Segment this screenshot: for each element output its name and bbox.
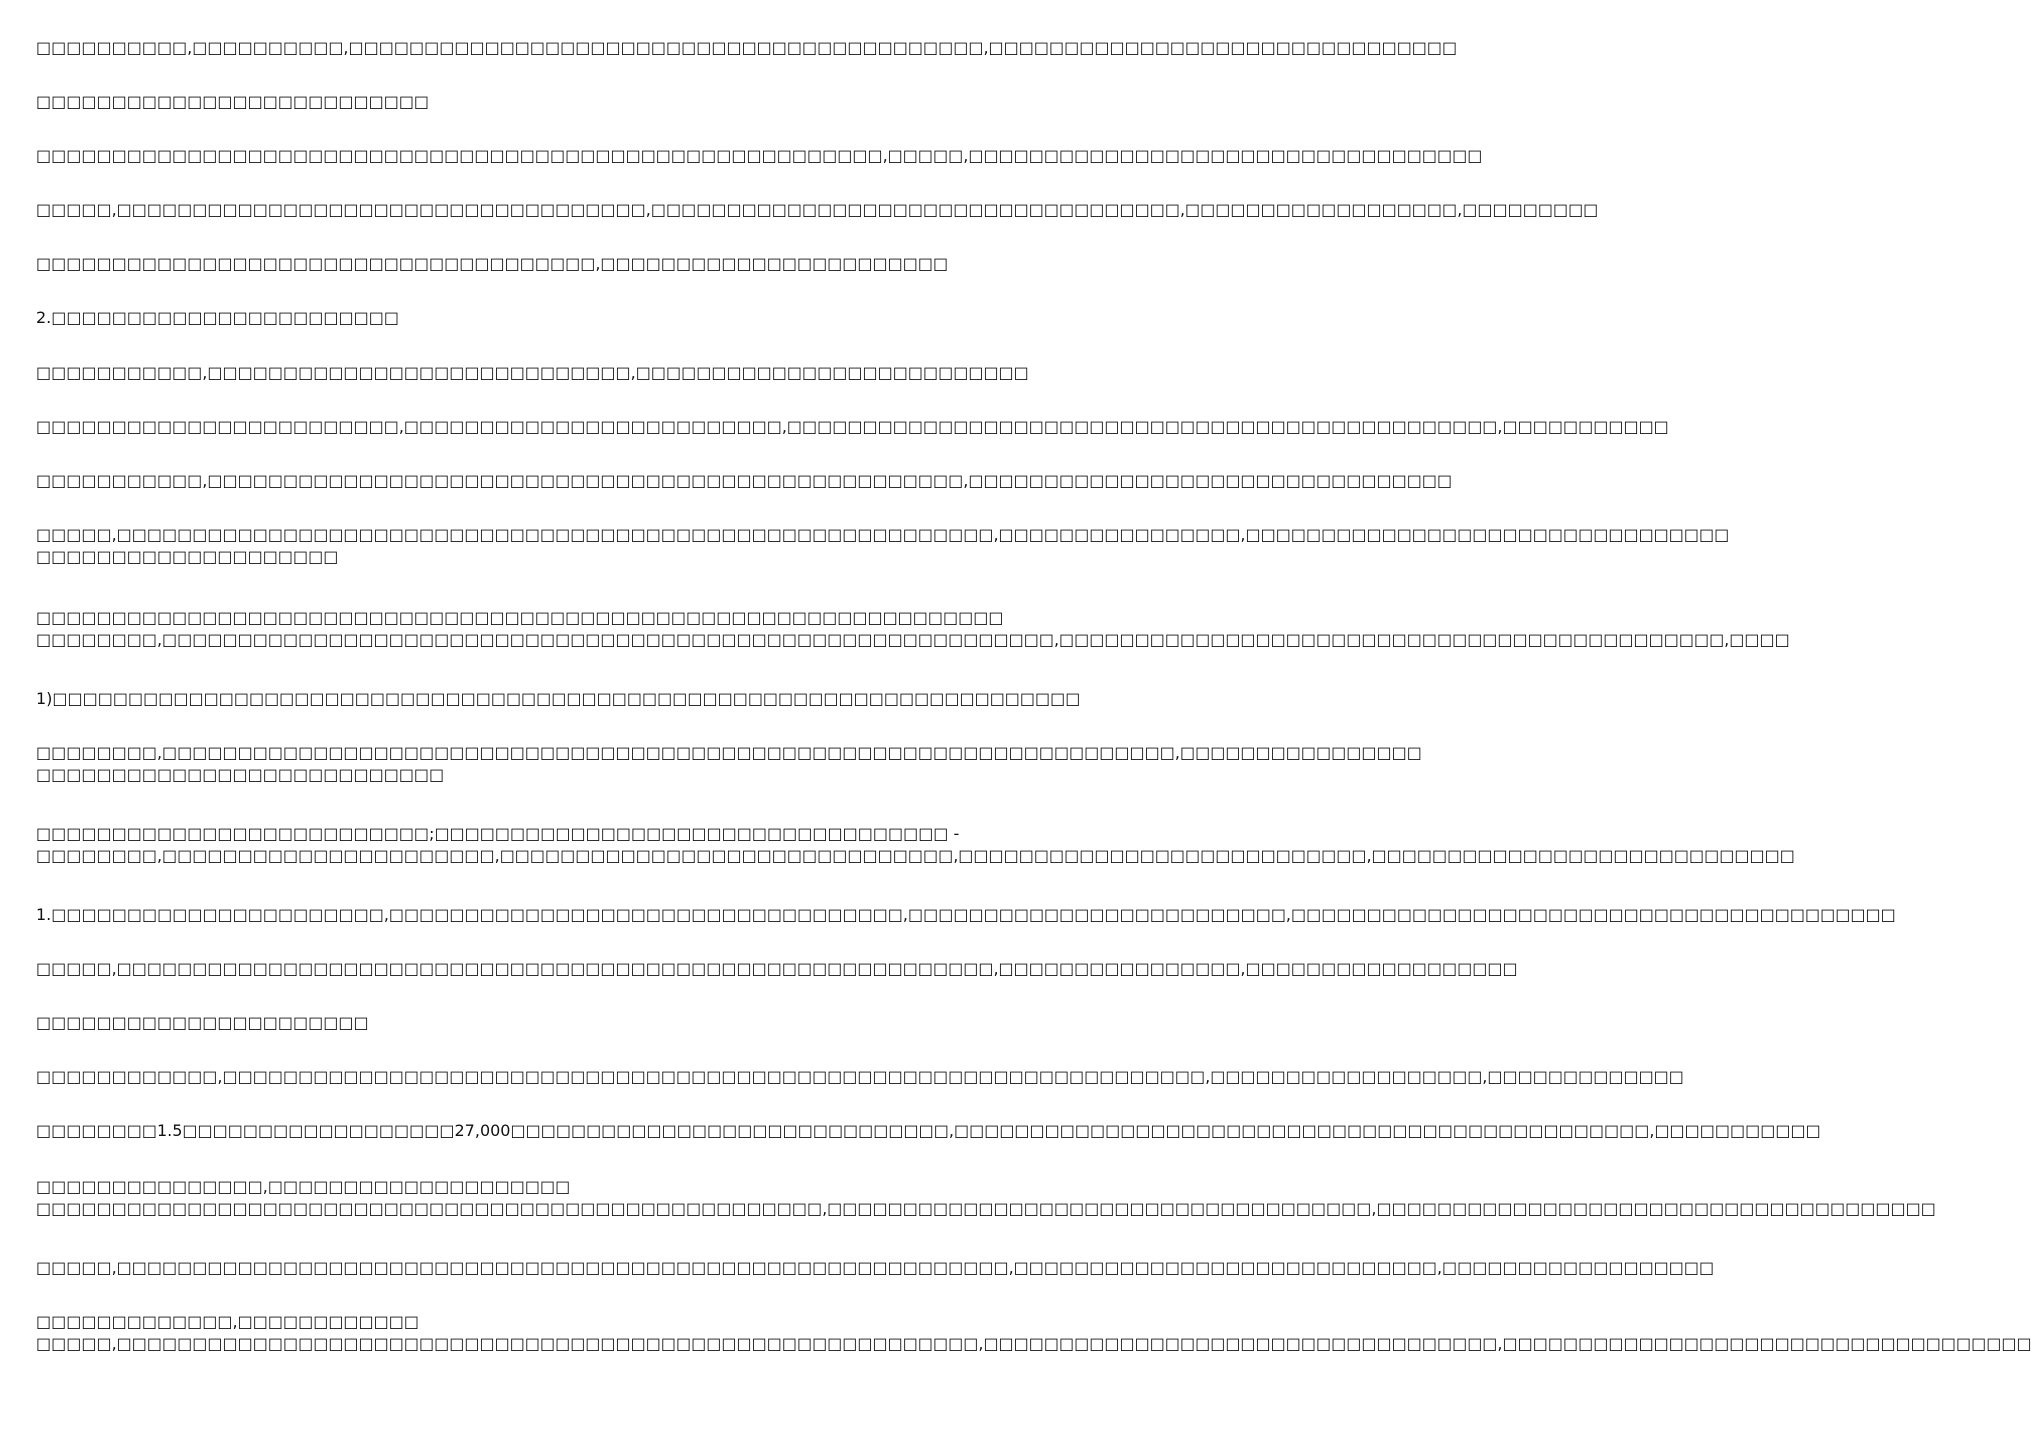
numbered-item-1 xyxy=(36,904,1896,926)
text-line: □□□□□□□□□□□□□,□□□□□□□□□□□□ xyxy=(36,1312,420,1331)
paragraph-1 xyxy=(36,37,1458,59)
text-line: □□□□□□□□□□□,□□□□□□□□□□□□□□□□□□□□□□□□□□□□,□□□□□□□□□□□□□□□□□□□□□□□□□□ xyxy=(36,363,1029,382)
text-line: □□□□□,□□□□□□□□□□□□□□□□□□□□□□□□□□□□□□□□□□□□□□□□□□□□□□□□□□□□□□□□□□□,□□□□□□□□□□□□□□□□□□□□□□□□□□□□,□□□□□□□□□□□□□□□□□□ xyxy=(36,1258,1715,1277)
text-line: □□□□□□□□□□□□□□□,□□□□□□□□□□□□□□□□□□□□ xyxy=(36,1177,571,1196)
text-line: □□□□□□□□□□□□□□□□□□□□ xyxy=(36,547,339,566)
text-line: □□□□□□□□□□□□□□□□□□□□□□□□□□□□□□□□□□□□□□□□□□□□□□□□□□□□□□□□,□□□□□,□□□□□□□□□□□□□□□□□□□□□□□□□□□□□□□□□□ xyxy=(36,146,1483,165)
paragraph-11 xyxy=(36,607,1790,651)
paragraph-10 xyxy=(36,524,1730,568)
list-item-1 xyxy=(36,688,1081,710)
text-line: □□□□□□□□□□□□□□□□□□□□□□□□□□ xyxy=(36,92,430,111)
section-heading-2 xyxy=(36,307,990,329)
paragraph-2 xyxy=(36,91,990,113)
paragraph-21 xyxy=(36,1257,1715,1279)
paragraph-18 xyxy=(36,1066,1684,1088)
text-line: □□□□□,□□□□□□□□□□□□□□□□□□□□□□□□□□□□□□□□□□□,□□□□□□□□□□□□□□□□□□□□□□□□□□□□□□□□□□□,□□□□□□□□□□□□□□□□□□,□□□□□□□□□ xyxy=(36,200,1599,219)
text-line: □□□□□□□□□□□□□□□□□□□□□□ xyxy=(36,1013,369,1032)
text-line: □□□□□□□□□□□□□□□□□□□□□□□□,□□□□□□□□□□□□□□□□□□□□□□□□□,□□□□□□□□□□□□□□□□□□□□□□□□□□□□□□□□□□□□□□□□□□□□□□□,□□□□□□□□□□□ xyxy=(36,417,1669,436)
text-line: □□□□□□□□1.5□□□□□□□□□□□□□□□□□□27,000□□□□□□□□□□□□□□□□□□□□□□□□□□□□□,□□□□□□□□□□□□□□□□□□□□□□□□□□□□□□□□□□□□□□□□□□□□□□,□□□□□□□□□□□ xyxy=(36,1121,1821,1140)
document-page xyxy=(36,0,2032,1449)
paragraph-17 xyxy=(36,1012,990,1034)
paragraph-7 xyxy=(36,362,1029,384)
text-line: 1.□□□□□□□□□□□□□□□□□□□□□□,□□□□□□□□□□□□□□□□□□□□□□□□□□□□□□□□□□,□□□□□□□□□□□□□□□□□□□□□□□□□,□□□□□□□□□□□□□□□□□□□□□□□□□□□□□□□□□□□□□□□□ xyxy=(36,905,1896,924)
paragraph-5 xyxy=(36,253,990,275)
paragraph-4 xyxy=(36,199,1599,221)
paragraph-22 xyxy=(36,1311,2032,1355)
text-line: □□□□□□□□,□□□□□□□□□□□□□□□□□□□□□□□□□□□□□□□□□□□□□□□□□□□□□□□□□□□□□□□□□□□□□□□□□□□,□□□□□□□□□□□□□□□□ xyxy=(36,743,1422,762)
text-line: □□□□□□□□□□□□□□□□□□□□□□□□□□□□□□□□□□□□□□□□□□□□□□□□□□□□,□□□□□□□□□□□□□□□□□□□□□□□□□□□□□□□□□□□□,□□□□□□□□□□□□□□□□□□□□□□□□□□□□□□□□□□□□□ xyxy=(36,1199,1936,1218)
text-line: □□□□□□□□□□□□,□□□□□□□□□□□□□□□□□□□□□□□□□□□□□□□□□□□□□□□□□□□□□□□□□□□□□□□□□□□□□□□□□,□□□□□□□□□□□□□□□□□□,□□□□□□□□□□□□□ xyxy=(36,1067,1684,1086)
text-line: 2.□□□□□□□□□□□□□□□□□□□□□□□ xyxy=(36,308,399,327)
text-line: □□□□□□□□,□□□□□□□□□□□□□□□□□□□□□□□□□□□□□□□□□□□□□□□□□□□□□□□□□□□□□□□□□□□,□□□□□□□□□□□□□□□□□□□□□□□□□□□□□□□□□□□□□□□□□□□□,□□□□ xyxy=(36,630,1790,649)
text-line: □□□□□,□□□□□□□□□□□□□□□□□□□□□□□□□□□□□□□□□□□□□□□□□□□□□□□□□□□□□□□□□□,□□□□□□□□□□□□□□□□,□□□□□□□□□□□□□□□□□□ xyxy=(36,959,1518,978)
text-line: 1)□□□□□□□□□□□□□□□□□□□□□□□□□□□□□□□□□□□□□□□□□□□□□□□□□□□□□□□□□□□□□□□□□□□□ xyxy=(36,689,1081,708)
text-line: □□□□□□□□□□□□□□□□□□□□□□□□□□□ xyxy=(36,765,445,784)
paragraph-16 xyxy=(36,958,1518,980)
text-line: □□□□□□□□□□□□□□□□□□□□□□□□□□□□□□□□□□□□□,□□□□□□□□□□□□□□□□□□□□□□□ xyxy=(36,254,949,273)
paragraph-8 xyxy=(36,416,1669,438)
text-line: □□□□□□□□□□□□□□□□□□□□□□□□□□;□□□□□□□□□□□□□□□□□□□□□□□□□□□□□□□□□□ - xyxy=(36,824,960,843)
text-line: □□□□□□□□□□,□□□□□□□□□□,□□□□□□□□□□□□□□□□□□□□□□□□□□□□□□□□□□□□□□□□□□,□□□□□□□□□□□□□□□□□□□□□□□□□□□□□□□ xyxy=(36,38,1458,57)
text-line: □□□□□,□□□□□□□□□□□□□□□□□□□□□□□□□□□□□□□□□□□□□□□□□□□□□□□□□□□□□□□□□,□□□□□□□□□□□□□□□□□□□□□□□□□□□□□□□□□□,□□□□□□□□□□□□□□□□□□□□□□□□□□□□□□□□□□□ xyxy=(36,1334,2032,1353)
paragraph-9 xyxy=(36,470,1453,492)
text-line: □□□□□,□□□□□□□□□□□□□□□□□□□□□□□□□□□□□□□□□□□□□□□□□□□□□□□□□□□□□□□□□□,□□□□□□□□□□□□□□□□,□□□□□□□□□□□□□□□□□□□□□□□□□□□□□□□□ xyxy=(36,525,1730,544)
paragraph-13 xyxy=(36,742,1422,786)
text-line: □□□□□□□□,□□□□□□□□□□□□□□□□□□□□□□,□□□□□□□□□□□□□□□□□□□□□□□□□□□□□□,□□□□□□□□□□□□□□□□□□□□□□□□□□□,□□□□□□□□□□□□□□□□□□□□□□□□□□□□ xyxy=(36,846,1795,865)
text-line: □□□□□□□□□□□□□□□□□□□□□□□□□□□□□□□□□□□□□□□□□□□□□□□□□□□□□□□□□□□□□□□□ xyxy=(36,608,1004,627)
text-line: □□□□□□□□□□□,□□□□□□□□□□□□□□□□□□□□□□□□□□□□□□□□□□□□□□□□□□□□□□□□□□,□□□□□□□□□□□□□□□□□□□□□□□□□□□□□□□□ xyxy=(36,471,1453,490)
paragraph-14 xyxy=(36,823,1795,867)
paragraph-3 xyxy=(36,145,1483,167)
paragraph-19 xyxy=(36,1120,1821,1142)
paragraph-20 xyxy=(36,1176,1936,1220)
